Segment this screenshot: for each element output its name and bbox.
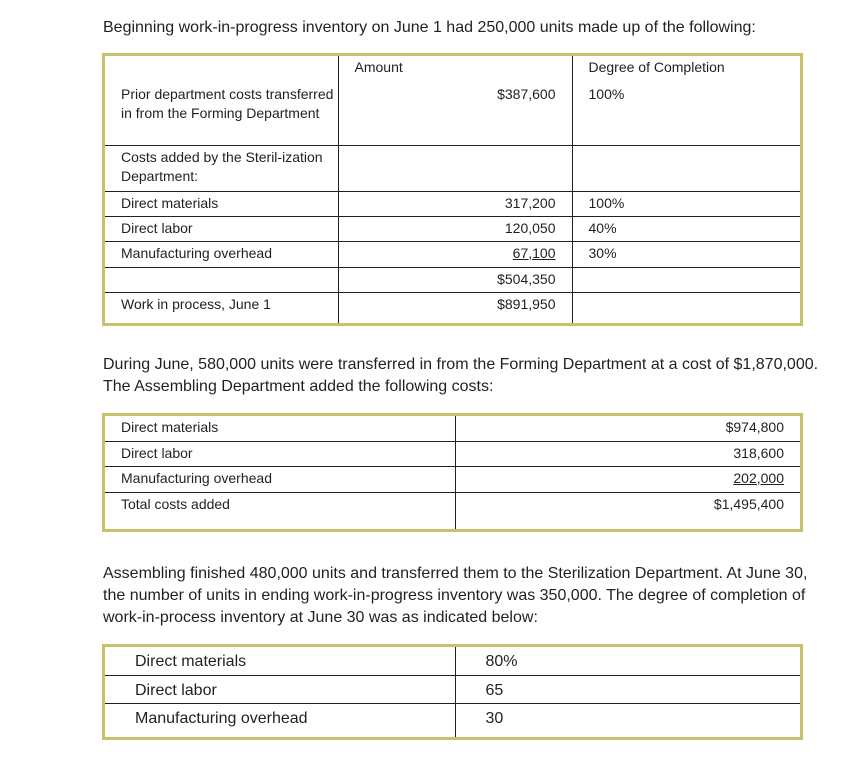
row-amount: 67,100: [338, 241, 572, 267]
row-amount: [338, 145, 572, 191]
row-label: Prior department costs transferred in from the Forming Department: [121, 86, 334, 121]
row-degree: 40%: [572, 216, 800, 241]
row-amount: 318,600: [455, 441, 800, 466]
completion-table: [102, 644, 803, 740]
row-degree: 100%: [572, 191, 800, 216]
row-degree: 100%: [572, 83, 800, 145]
row-degree: 30%: [572, 241, 800, 267]
row-label: Manufacturing overhead: [105, 703, 455, 737]
row-amount: $504,350: [338, 267, 572, 292]
row-amount: $891,950: [338, 292, 572, 323]
header-amount: Amount: [338, 56, 572, 83]
row-amount: 202,000: [455, 466, 800, 492]
row-label: Direct materials: [121, 419, 219, 435]
row-label: Manufacturing overhead: [105, 241, 338, 267]
row-amount: $387,600: [338, 83, 572, 145]
row-degree: [572, 267, 800, 292]
row-label: Direct materials: [105, 191, 338, 216]
june-transfer-text: During June, 580,000 units were transferred in from the Forming Department at a cost of $1,870,000. The Assembling Department added the following costs:: [103, 356, 819, 395]
row-amount: 317,200: [338, 191, 572, 216]
row-degree: [572, 292, 800, 323]
row-label: Manufacturing overhead: [105, 466, 455, 492]
row-amount: $1,495,400: [455, 492, 800, 529]
row-amount: $974,800: [455, 416, 800, 441]
row-label: Work in process, June 1: [105, 292, 338, 323]
costs-added-table: [102, 413, 803, 532]
row-label: [105, 267, 338, 292]
row-value: 30: [455, 703, 800, 737]
row-degree: [572, 145, 800, 191]
header-degree: Degree of Completion: [572, 56, 800, 83]
header-blank: [105, 56, 338, 83]
row-label: Direct materials: [135, 653, 247, 670]
row-label: Direct labor: [105, 216, 338, 241]
row-label: Direct labor: [105, 675, 455, 703]
row-value: 65: [455, 675, 800, 703]
row-label: Total costs added: [105, 492, 455, 529]
beginning-wip-table: [102, 53, 803, 326]
row-amount: 120,050: [338, 216, 572, 241]
row-value: 80%: [455, 647, 800, 675]
intro-text: Beginning work-in-progress inventory on June 1 had 250,000 units made up of the following:: [103, 19, 756, 36]
row-label: Direct labor: [105, 441, 455, 466]
row-label: Costs added by the Steril-ization Department:: [105, 145, 338, 191]
ending-wip-text: Assembling finished 480,000 units and transferred them to the Sterilization Department. At June 30, the number of units in ending work-in-progress inventory was 350,000. The degree of completion of work-in-process inventory at June 30 was as indicated below:: [103, 565, 808, 626]
